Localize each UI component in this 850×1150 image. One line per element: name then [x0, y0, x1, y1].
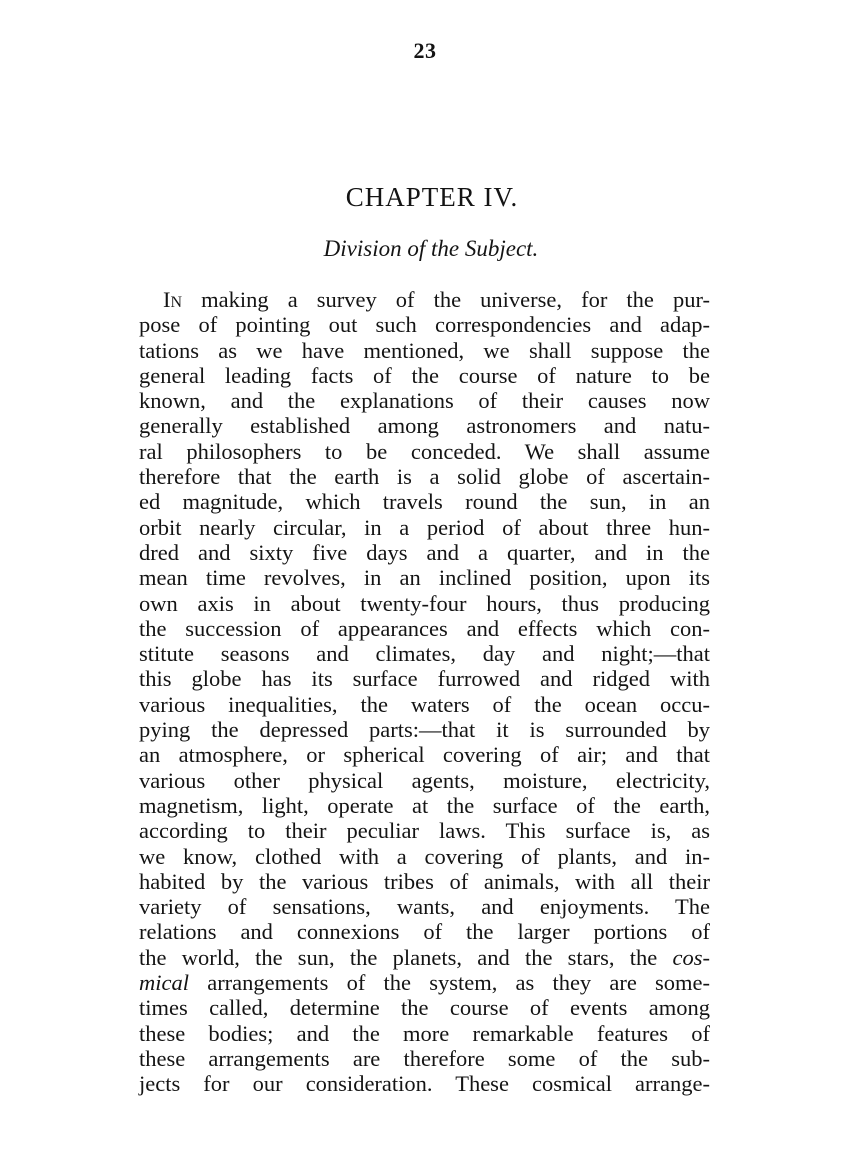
- page-number: 23: [413, 38, 437, 63]
- text-line: orbit nearly circular, in a period of about three hun-: [139, 514, 710, 540]
- chapter-subtitle: Division of the Subject.: [323, 236, 539, 261]
- text-line: tations as we have mentioned, we shall suppose the: [139, 337, 710, 363]
- text-line: variety of sensations, wants, and enjoyments. The: [139, 894, 710, 920]
- text-line: times called, determine the course of events among: [139, 995, 710, 1021]
- text-line: these arrangements are therefore some of the sub-: [139, 1045, 710, 1071]
- text-line: various other physical agents, moisture, electricity,: [139, 767, 710, 793]
- text-line: therefore that the earth is a solid globe of ascertain-: [139, 464, 710, 490]
- text-line: habited by the various tribes of animals, with all their: [139, 868, 710, 894]
- text-line: stitute seasons and climates, day and night;—that: [139, 641, 710, 667]
- text-line: jects for our consideration. These cosmical arrange-: [139, 1071, 710, 1097]
- text-line: according to their peculiar laws. This surface is, as: [139, 818, 710, 844]
- chapter-heading: CHAPTER IV.: [345, 182, 519, 212]
- text-line: pying the depressed parts:—that it is surrounded by: [139, 717, 710, 743]
- line-text: the world, the sun, the planets, and the stars, the: [139, 944, 658, 970]
- text-line: known, and the explanations of their causes now: [139, 388, 710, 414]
- text-line: an atmosphere, or spherical covering of air; and that: [139, 742, 710, 768]
- drop-word: In: [163, 287, 183, 312]
- body-paragraph: [139, 287, 710, 1097]
- italic-word: cos-: [672, 944, 710, 970]
- text-line: ed magnitude, which travels round the sun, in an: [139, 489, 710, 515]
- text-line: ral philosophers to be conceded. We shall assume: [139, 438, 710, 464]
- line-text: arrangements of the system, as they are some-: [207, 970, 711, 996]
- text-line: magnetism, light, operate at the surface of the earth,: [139, 792, 710, 818]
- text-line: mean time revolves, in an inclined position, upon its: [139, 565, 710, 591]
- text-line: [139, 970, 710, 995]
- text-line: these bodies; and the more remarkable features of: [139, 1020, 710, 1046]
- line-text: making a survey of the universe, for the pur-: [182, 287, 710, 312]
- text-line: generally established among astronomers and natu-: [139, 413, 710, 439]
- italic-word: mical: [139, 970, 189, 996]
- text-line: this globe has its surface furrowed and ridged with: [139, 666, 710, 692]
- text-line: the succession of appearances and effects which con-: [139, 615, 710, 641]
- text-line: we know, clothed with a covering of plants, and in-: [139, 843, 710, 869]
- text-line: general leading facts of the course of nature to be: [139, 362, 710, 388]
- text-line: various inequalities, the waters of the ocean occu-: [139, 691, 710, 717]
- text-line: own axis in about twenty-four hours, thus producing: [139, 590, 710, 616]
- text-line: dred and sixty five days and a quarter, and in the: [139, 539, 710, 565]
- text-line: relations and connexions of the larger portions of: [139, 919, 710, 945]
- text-line: [139, 945, 710, 970]
- text-line: [139, 287, 710, 312]
- text-line: pose of pointing out such correspondencies and adap-: [139, 312, 710, 338]
